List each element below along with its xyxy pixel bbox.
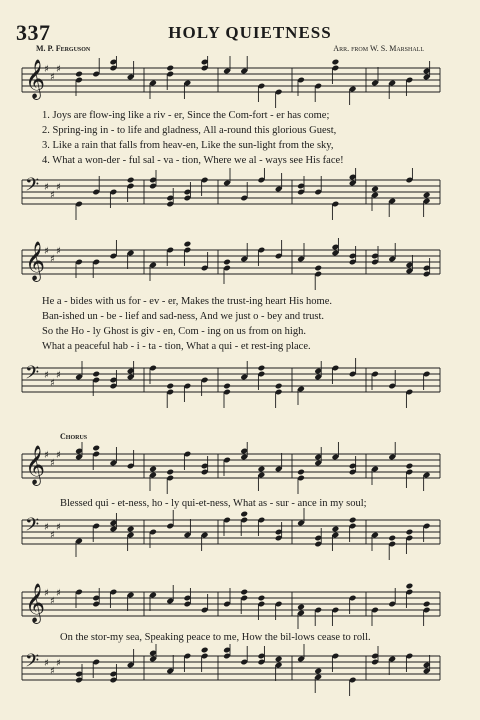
arranger-credit: Arr. from W. S. Marshall xyxy=(333,44,424,53)
note-head xyxy=(223,259,231,266)
sharp-icon: ♯ xyxy=(56,370,61,381)
note-head xyxy=(257,365,265,372)
note-head xyxy=(275,656,283,663)
sharp-icon: ♯ xyxy=(44,64,49,75)
note-head xyxy=(75,71,83,78)
staff-treble-chorus-1 xyxy=(0,442,480,494)
note-head xyxy=(423,192,431,199)
bass-clef-icon: 𝄢 xyxy=(25,363,40,388)
note-head xyxy=(166,383,174,390)
composer-credit: M. P. Ferguson xyxy=(36,44,91,53)
bass-clef-icon: 𝄢 xyxy=(25,651,40,676)
note-head xyxy=(240,589,248,596)
treble-clef-icon: 𝄞 xyxy=(25,583,46,623)
sharp-icon: ♯ xyxy=(44,246,49,257)
note-head xyxy=(127,526,135,533)
note-head xyxy=(405,463,413,470)
staff-bass-chorus-2 xyxy=(0,644,480,698)
note-head xyxy=(166,469,174,476)
hymn-title: HOLY QUIETNESS xyxy=(168,23,332,42)
sharp-icon: ♯ xyxy=(56,450,61,461)
chorus-lyric-line-1: Blessed qui - et-ness, ho - ly qui-et-ness, What as - sur - ance in my soul; xyxy=(60,498,367,509)
note-head xyxy=(127,177,135,184)
sharp-icon: ♯ xyxy=(50,596,55,607)
sharp-icon: ♯ xyxy=(44,182,49,193)
note-head xyxy=(257,466,265,473)
staff-treble-system-2 xyxy=(0,238,480,290)
sharp-icon: ♯ xyxy=(44,522,49,533)
note-head xyxy=(423,601,431,608)
lyric-line: What a peaceful hab - i - ta - tion, What a qui - et rest-ing place. xyxy=(42,341,311,352)
staff-bass-chorus-1 xyxy=(0,508,480,562)
sharp-icon: ♯ xyxy=(44,450,49,461)
note-head xyxy=(240,511,248,518)
sharp-icon: ♯ xyxy=(50,530,55,541)
note-head xyxy=(297,604,305,611)
sharp-icon: ♯ xyxy=(50,72,55,83)
note-head xyxy=(149,466,157,473)
sharp-icon: ♯ xyxy=(50,190,55,201)
sharp-icon: ♯ xyxy=(44,370,49,381)
note-head xyxy=(331,526,339,533)
lyric-line: 2. Spring-ing in - to life and gladness, All a-round this glorious Guest, xyxy=(42,125,337,136)
sharp-icon: ♯ xyxy=(56,522,61,533)
lyric-line: 3. Like a rain that falls from heav-en, Like the sun-light from the sky, xyxy=(42,140,334,151)
treble-clef-icon: 𝄞 xyxy=(25,445,46,485)
note-head xyxy=(275,383,283,390)
note-head xyxy=(314,668,322,675)
note-head xyxy=(405,583,413,590)
sharp-icon: ♯ xyxy=(44,658,49,669)
sharp-icon: ♯ xyxy=(44,588,49,599)
sharp-icon: ♯ xyxy=(50,254,55,265)
staff-treble-chorus-2 xyxy=(0,580,480,632)
note-head xyxy=(223,383,231,390)
note-head xyxy=(257,595,265,602)
note-head xyxy=(92,445,100,452)
treble-clef-icon: 𝄞 xyxy=(25,241,46,281)
bass-clef-icon: 𝄢 xyxy=(25,515,40,540)
lyric-line: 4. What a won-der - ful sal - va - tion, Where we al - ways see His face! xyxy=(42,155,344,166)
staff-bass-system-2 xyxy=(0,356,480,410)
sharp-icon: ♯ xyxy=(56,246,61,257)
note-head xyxy=(297,469,305,476)
note-head xyxy=(331,59,339,66)
sharp-icon: ♯ xyxy=(56,182,61,193)
bass-clef-icon: 𝄢 xyxy=(25,175,40,200)
note-head xyxy=(371,186,379,193)
lyric-line: He a - bides with us for - ev - er, Makes the trust-ing heart His home. xyxy=(42,296,333,307)
staff-treble-system-1 xyxy=(0,56,480,108)
note-head xyxy=(166,65,174,72)
note-head xyxy=(183,241,191,248)
lyric-line: 1. Joys are flow-ing like a riv - er, Since the Com-fort - er has come; xyxy=(42,110,330,121)
sharp-icon: ♯ xyxy=(56,658,61,669)
chorus-lyric-line-2: On the stor-my sea, Speaking peace to me, How the bil-lows cease to roll. xyxy=(60,632,371,643)
lyric-line: Ban-ished un - be - lief and sad-ness, And we just o - bey and trust. xyxy=(42,311,324,322)
chorus-label: Chorus xyxy=(60,432,88,441)
note-head xyxy=(201,647,209,654)
note-head xyxy=(405,529,413,536)
lyric-line: So the Ho - ly Ghost is giv - en, Com - ing on us from on high. xyxy=(42,326,306,337)
note-head xyxy=(349,517,357,524)
sharp-icon: ♯ xyxy=(50,458,55,469)
treble-clef-icon: 𝄞 xyxy=(25,59,46,99)
sharp-icon: ♯ xyxy=(56,588,61,599)
sharp-icon: ♯ xyxy=(50,378,55,389)
note-head xyxy=(388,535,396,542)
hymn-number: 337 xyxy=(16,20,51,45)
sharp-icon: ♯ xyxy=(56,64,61,75)
note-head xyxy=(92,371,100,378)
note-head xyxy=(314,265,322,272)
sharp-icon: ♯ xyxy=(50,666,55,677)
staff-bass-system-1 xyxy=(0,168,480,222)
